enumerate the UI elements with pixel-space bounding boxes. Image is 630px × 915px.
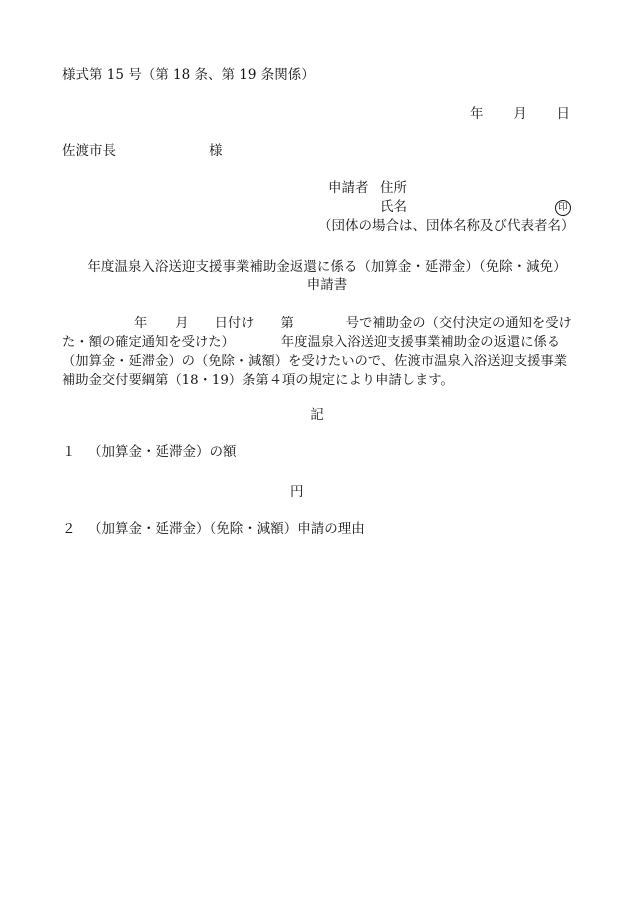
body-rest2: 年度温泉入浴送迎支援事業補助金の返還に係る（加算金・延滞金）の（免除・減額）を受けたいので、佐渡市温泉入浴送迎支援事業補助金交付要綱第（18・19）条第４項の規定により申請します。: [62, 335, 568, 388]
item-number: ２: [62, 521, 76, 537]
date-day: 日: [556, 106, 570, 122]
date-line: [470, 108, 570, 122]
form-number: 様式第 15 号（第 18 条、第 19 条関係）: [62, 67, 315, 83]
item-text: （加算金・延滞金）（免除・減額）申請の理由: [88, 521, 365, 537]
date-month: 月: [513, 106, 527, 122]
ki-heading: 記: [310, 407, 324, 423]
body-day-dated: 日付け: [214, 316, 255, 331]
addressee-name: 佐渡市長: [62, 143, 116, 159]
body-rest1: 号で補助金の（交付決定の通知を受けた・額の確定通知を受けた）: [62, 316, 572, 350]
item-text: （加算金・延滞金）の額: [88, 444, 237, 460]
document-title-line1: 年度温泉入浴送迎支援事業補助金返還に係る（加算金・延滞金）（免除・減免）: [87, 259, 567, 275]
body-paragraph: [62, 314, 580, 390]
list-item: [62, 446, 237, 460]
document-title: [62, 258, 592, 294]
name-label: 氏名: [380, 199, 407, 215]
group-note: （団体の場合は、団体名称及び代表者名）: [318, 218, 575, 234]
yen-unit: 円: [290, 484, 304, 500]
list-item: [62, 523, 365, 537]
date-year: 年: [470, 106, 484, 122]
addressee: [62, 143, 223, 159]
body-month: 月: [175, 316, 189, 331]
address-label: 住所: [380, 180, 407, 196]
applicant-label: 申請者: [328, 180, 369, 196]
document-title-line2: 申請書: [306, 277, 348, 293]
body-year: 年: [134, 316, 148, 331]
seal-mark: 印: [555, 200, 571, 216]
addressee-honorific: 様: [209, 143, 223, 159]
item-number: １: [62, 444, 76, 460]
body-dai: 第: [280, 316, 294, 331]
